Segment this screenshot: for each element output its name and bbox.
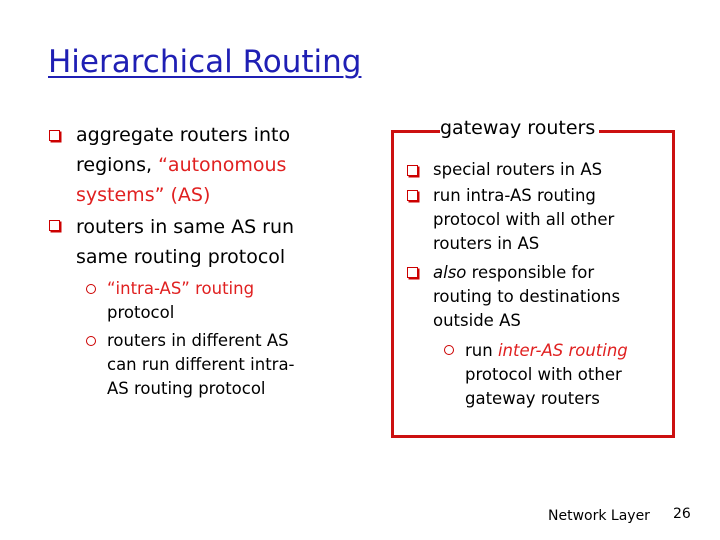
left-sub-2-line-3: AS routing protocol — [107, 379, 266, 398]
right-bullet-1: special routers in AS — [433, 160, 603, 179]
square-bullet-icon — [49, 220, 60, 231]
gateway-routers-box-title: gateway routers — [440, 117, 599, 139]
inter-as-routing-term: inter-AS routing — [497, 341, 628, 360]
left-sub-2-line-2: can run different intra- — [107, 355, 295, 374]
circle-bullet-icon — [444, 345, 454, 355]
right-sub-line-3: gateway routers — [465, 389, 600, 408]
circle-bullet-icon — [86, 284, 96, 294]
page-number: 26 — [673, 506, 691, 522]
right-sub-line-1-prefix: run — [465, 341, 498, 360]
footer-section-label: Network Layer — [548, 508, 650, 524]
right-bullet-3-line-1 — [433, 261, 594, 286]
square-bullet-icon — [407, 267, 418, 278]
square-bullet-icon — [407, 190, 418, 201]
left-bullet-2-line-2: same routing protocol — [76, 246, 286, 268]
square-bullet-icon — [407, 165, 418, 176]
right-sub-line-2: protocol with other — [465, 365, 622, 384]
left-sub-1-line-2: protocol — [107, 303, 175, 322]
left-bullet-1-line-1: aggregate routers into — [76, 124, 291, 146]
slide-title: Hierarchical Routing — [48, 44, 362, 80]
left-bullet-2-line-1: routers in same AS run — [76, 216, 295, 238]
left-sub-1-line-1: “intra-AS” routing — [107, 279, 255, 298]
right-bullet-2-line-1: run intra-AS routing — [433, 186, 596, 205]
square-bullet-icon — [49, 130, 60, 141]
right-bullet-3-line-2: routing to destinations — [433, 287, 621, 306]
left-bullet-1-line-3: systems” (AS) — [76, 184, 211, 206]
right-bullet-3-line-1-rest: responsible for — [466, 263, 595, 282]
autonomous-systems-term: “autonomous — [158, 154, 287, 176]
right-bullet-2-line-2: protocol with all other — [433, 210, 615, 229]
left-bullet-1-line-2 — [76, 150, 286, 180]
left-sub-2-line-1: routers in different AS — [107, 331, 289, 350]
left-bullet-1-line-2-prefix: regions, — [76, 154, 159, 176]
right-bullet-2-line-3: routers in AS — [433, 234, 540, 253]
right-sub-line-1 — [465, 339, 628, 364]
right-bullet-3-line-3: outside AS — [433, 311, 521, 330]
circle-bullet-icon — [86, 336, 96, 346]
also-emphasis: also — [433, 263, 467, 282]
